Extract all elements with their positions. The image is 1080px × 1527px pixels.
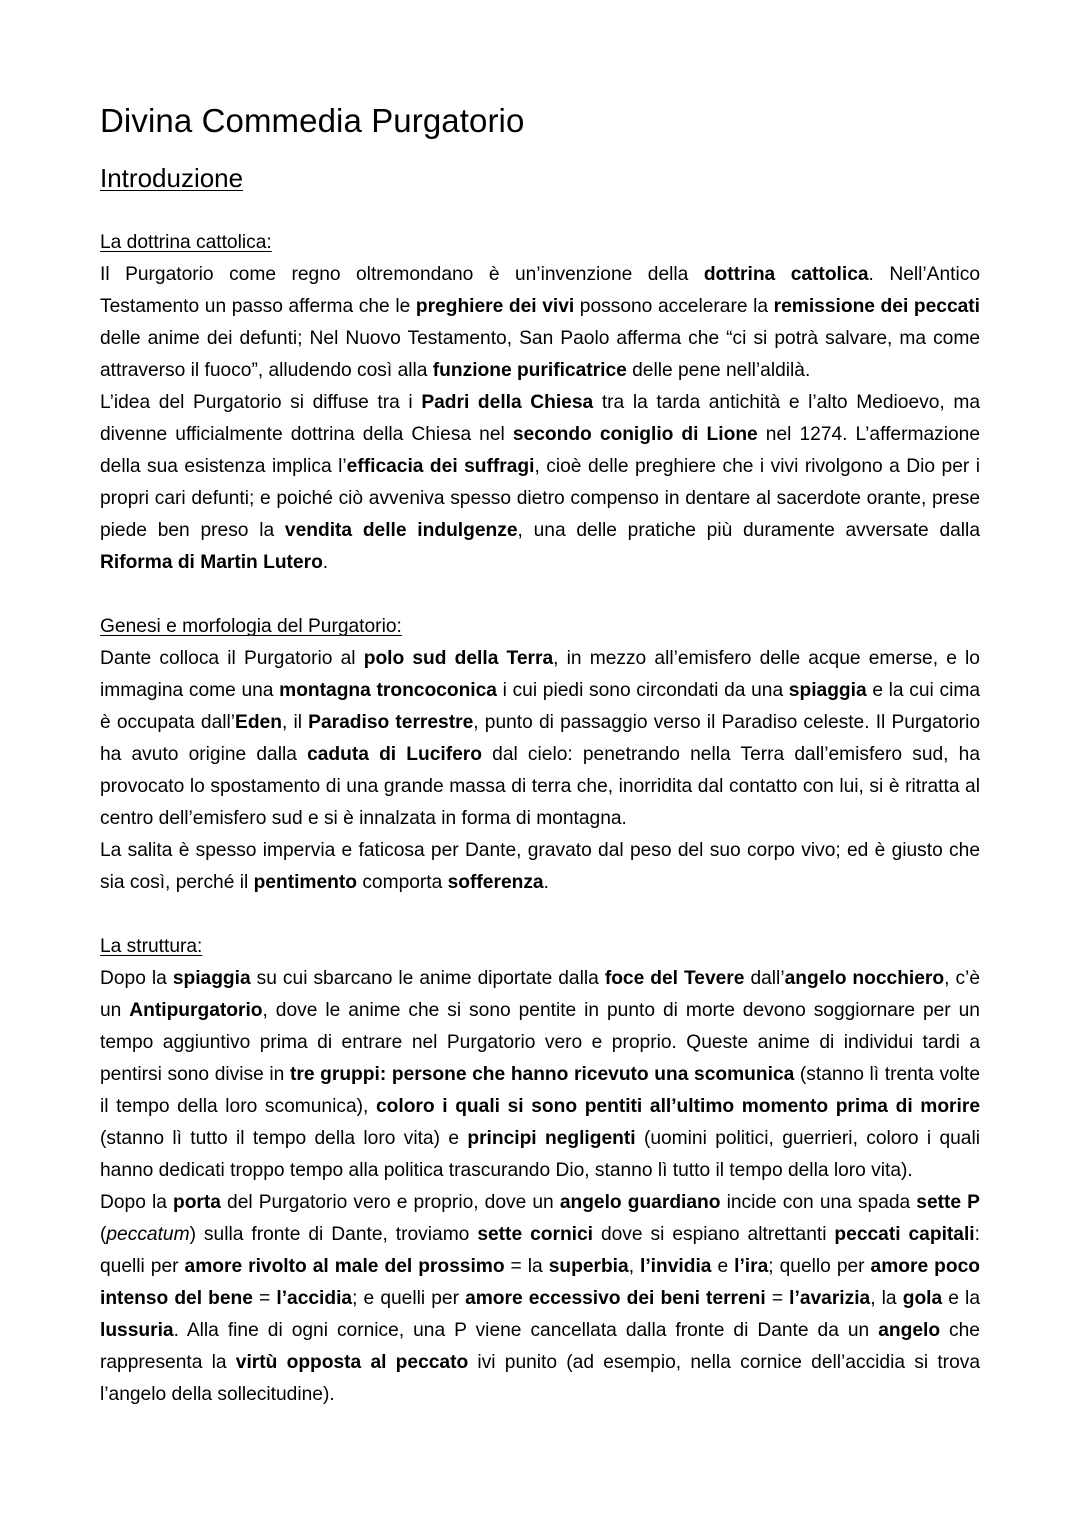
page-title: Divina Commedia Purgatorio xyxy=(100,102,525,139)
body-paragraph: Dante colloca il Purgatorio al polo sud della Terra, in mezzo all’emisfero delle acque emerse, e lo immagina come una montagna troncoconica i cui piedi sono circondati da una spiaggia e la cui cima è occupata dall’Eden, il Paradiso terrestre, punto di passaggio verso il Paradiso celeste. Il Purgatorio ha avuto origine dalla caduta di Lucifero dal cielo: penetrando nella Terra dall’emisfero sud, ha provocato lo spostamento di una grande massa di terra che, inorridita dal contatto con lui, si è ritratta al centro dell’emisfero sud e si è innalzata in forma di montagna. xyxy=(100,648,981,830)
body-paragraph: La salita è spesso impervia e faticosa per Dante, gravato dal peso del suo corpo vivo; ed è giusto che sia così, perché il pentimento comporta sofferenza. xyxy=(100,840,980,894)
body-paragraph: Dopo la spiaggia su cui sbarcano le anime diportate dalla foce del Tevere dall’angelo nocchiero, c’è un Antipurgatorio, dove le anime che si sono pentite in punto di morte devono soggiornare per un tempo aggiuntivo prima di entrare nel Purgatorio vero e proprio. Queste anime di individui tardi a pentirsi sono divise in tre gruppi: persone che hanno ricevuto una scomunica (stanno lì trenta volte il tempo della loro scomunica), coloro i quali si sono pentiti all’ultimo momento prima di morire (stanno lì tutto il tempo della loro vita) e principi negligenti (uomini politici, guerrieri, coloro i quali hanno dedicati troppo tempo alla politica trascurando Dio, stanno lì tutto il tempo della loro vita). xyxy=(100,968,980,1182)
document-section xyxy=(100,227,980,579)
body-paragraph: Il Purgatorio come regno oltremondano è un’invenzione della dottrina cattolica. Nell’Antico Testamento un passo afferma che le preghiere dei vivi possono accelerare la remissione dei peccati delle anime dei defunti; Nel Nuovo Testamento, San Paolo afferma che “ci si potrà salvare, ma come attraverso il fuoco”, alludendo così alla funzione purificatrice delle pene nell’aldilà. xyxy=(100,264,981,382)
document-body xyxy=(100,0,980,1411)
body-paragraph: L’idea del Purgatorio si diffuse tra i Padri della Chiesa tra la tarda antichità e l’alto Medioevo, ma divenne ufficialmente dottrina della Chiesa nel secondo coniglio di Lione nel 1274. L’affermazione della sua esistenza implica l’efficacia dei suffragi, cioè delle preghiere che i vivi rivolgono a Dio per i propri cari defunti; e poiché ciò avveniva spesso dietro compenso in dentare al sacerdote orante, prese piede ben preso la vendita delle indulgenze, una delle pratiche più duramente avversate dalla Riforma di Martin Lutero. xyxy=(100,392,981,574)
sections-container xyxy=(100,227,980,1411)
section-heading: La struttura: xyxy=(100,936,203,958)
document-subtitle: Introduzione xyxy=(100,162,244,193)
section-heading: La dottrina cattolica: xyxy=(100,232,272,254)
document-section xyxy=(100,611,980,899)
body-paragraph: Dopo la porta del Purgatorio vero e proprio, dove un angelo guardiano incide con una spada sette P (peccatum) sulla fronte di Dante, troviamo sette cornici dove si espiano altrettanti peccati capitali: quelli per amore rivolto al male del prossimo = la superbia, l’invidia e l’ira; quello per amore poco intenso del bene = l’accidia; e quelli per amore eccessivo dei beni terreni = l’avarizia, la gola e la lussuria. Alla fine di ogni cornice, una P viene cancellata dalla fronte di Dante da un angelo che rappresenta la virtù opposta al peccato ivi punito (ad esempio, nella cornice dell’accidia si trova l’angelo della sollecitudine). xyxy=(100,1192,981,1406)
section-heading: Genesi e morfologia del Purgatorio: xyxy=(100,616,402,638)
document-section xyxy=(100,931,980,1411)
